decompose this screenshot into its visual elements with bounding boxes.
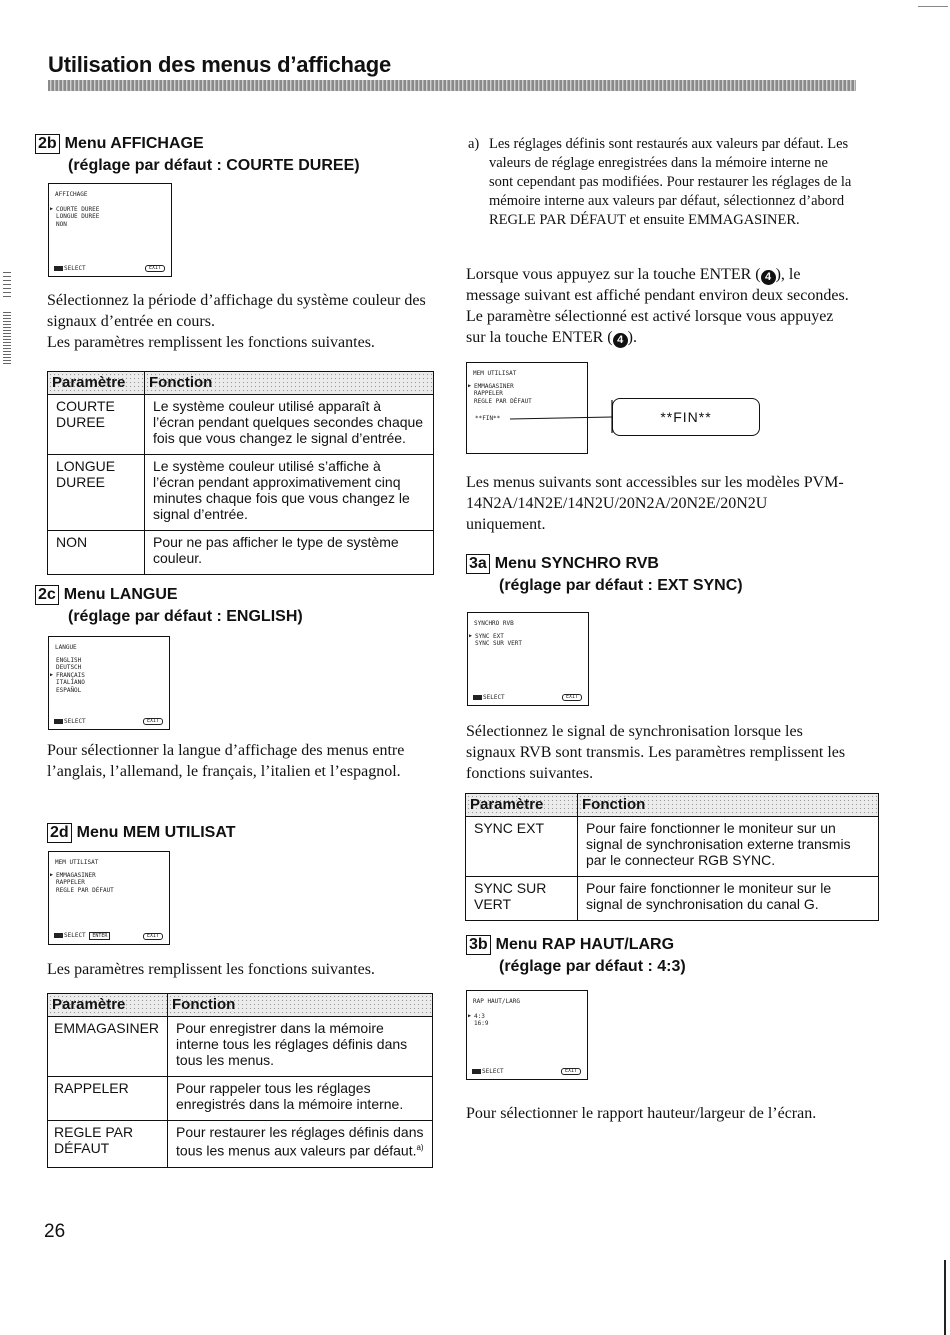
osd-item: ▶ EMMAGASINER bbox=[52, 872, 114, 879]
osd-item: REGLE PAR DÉFAUT bbox=[474, 397, 532, 405]
table-cell: Pour ne pas afficher le type de système couleur. bbox=[145, 531, 434, 575]
table-cell: COURTE DUREE bbox=[48, 395, 145, 455]
key-number: 4 bbox=[617, 334, 624, 346]
section-title: Menu RAP HAUT/LARG bbox=[495, 936, 675, 953]
section-badge: 2c bbox=[35, 585, 59, 605]
page-title: Utilisation des menus d’affichage bbox=[48, 52, 392, 77]
paragraph: Sélectionnez le signal de synchronisation lorsque les signaux RVB sont transmis. Les paramètres remplissent les fonctions suivantes. bbox=[466, 723, 846, 782]
osd-item: ▶ 4:3 bbox=[470, 1013, 488, 1020]
enter-paragraph bbox=[466, 264, 854, 348]
table-row bbox=[48, 531, 434, 575]
table-cell: SYNC SUR VERT bbox=[466, 877, 578, 921]
osd-affichage bbox=[48, 183, 172, 277]
osd-langue bbox=[48, 636, 170, 730]
table-header: Fonction bbox=[578, 794, 879, 817]
table-header: Paramètre bbox=[48, 372, 145, 395]
section-subtitle: (réglage par défaut : EXT SYNC) bbox=[499, 577, 743, 594]
table-cell: Pour enregistrer dans la mémoire interne tous les réglages définis dans tous les menus. bbox=[168, 1017, 433, 1077]
section-title: Menu MEM UTILISAT bbox=[76, 824, 236, 841]
select-key-icon bbox=[54, 719, 63, 724]
osd-item: LONGUE DUREE bbox=[56, 213, 100, 221]
osd-exit-label: EXIT bbox=[143, 718, 163, 725]
key-4-icon bbox=[761, 270, 776, 285]
table-cell: NON bbox=[48, 531, 145, 575]
section-subtitle: (réglage par défaut : 4:3) bbox=[499, 958, 686, 975]
osd-item: NON bbox=[56, 220, 67, 228]
footnote-text: Les réglages définis sont restaurés aux valeurs par défaut. Les valeurs de réglage enregistrées dans la mémoire interne ne sont cependant pas modifiées. Pour restaurer les réglages de la mémoire interne aux valeurs par défaut, sélectionnez d’abord REGLE PAR DÉFAUT et ensuite EMMAGASINER. bbox=[489, 136, 852, 228]
table-cell: EMMAGASINER bbox=[48, 1017, 168, 1077]
table-row bbox=[48, 395, 434, 455]
table-cell: Le système couleur utilisé s’affiche à l’écran pendant approximativement cinq minutes chaque fois que vous changez le signal d’entrée. bbox=[145, 455, 434, 531]
section-badge: 2b bbox=[35, 134, 60, 154]
osd-item: ▶ COURTE DUREE bbox=[52, 206, 99, 213]
section-title: Menu AFFICHAGE bbox=[64, 135, 204, 152]
paragraph: Les paramètres remplissent les fonctions suivantes. bbox=[47, 334, 375, 351]
footnote bbox=[468, 135, 852, 230]
fin-callout-box bbox=[612, 398, 760, 436]
osd-exit-label: EXIT bbox=[561, 1068, 581, 1075]
table-cell: Pour faire fonctionner le moniteur sur un signal de synchronisation externe transmis par le connecteur RGB SYNC. bbox=[578, 817, 879, 877]
section-2b-text bbox=[47, 290, 442, 353]
osd-enter-label: ENTER bbox=[89, 932, 110, 940]
osd-item: ITALIANO bbox=[56, 679, 85, 687]
table-row bbox=[466, 877, 879, 921]
osd-title: SYNCHRO RVB bbox=[474, 620, 514, 627]
paragraph: Les menus suivants sont accessibles sur les modèles PVM-14N2A/14N2E/14N2U/20N2A/20N2E/20N2U uniquement. bbox=[466, 474, 844, 533]
table-row bbox=[48, 1017, 433, 1077]
table-row bbox=[48, 1077, 433, 1121]
section-subtitle: (réglage par défaut : ENGLISH) bbox=[68, 608, 303, 625]
osd-select-label: SELECT bbox=[64, 264, 86, 272]
section-3b-heading bbox=[466, 934, 686, 978]
osd-item: ▶ EMMAGASINER bbox=[470, 383, 532, 390]
osd-item: ENGLISH bbox=[56, 657, 82, 664]
table-cell: Pour faire fonctionner le moniteur sur le signal de synchronisation du canal G. bbox=[578, 877, 879, 921]
table-cell: Pour rappeler tous les réglages enregistrés dans la mémoire interne. bbox=[168, 1077, 433, 1121]
osd-title: MEM UTILISAT bbox=[55, 859, 99, 866]
section-badge: 3a bbox=[466, 554, 490, 574]
osd-item: 16:9 bbox=[474, 1020, 489, 1028]
select-key-icon bbox=[54, 266, 63, 271]
section-badge: 2d bbox=[47, 823, 72, 843]
osd-item: ESPAÑOL bbox=[56, 686, 82, 694]
table-cell: LONGUE DUREE bbox=[48, 455, 145, 531]
osd-item: RAPPELER bbox=[56, 879, 85, 887]
table-header: Fonction bbox=[145, 372, 434, 395]
osd-item: DEUTSCH bbox=[56, 664, 82, 672]
osd-title: AFFICHAGE bbox=[55, 191, 88, 198]
table-synchro-rvb bbox=[465, 793, 879, 921]
osd-item: RAPPELER bbox=[474, 390, 503, 398]
paragraph: Les paramètres remplissent les fonctions suivantes. bbox=[47, 961, 375, 978]
section-2b-heading bbox=[35, 133, 360, 177]
footnote-mark: a) bbox=[416, 1143, 424, 1152]
osd-exit-label: EXIT bbox=[145, 265, 165, 272]
osd-exit-label: EXIT bbox=[562, 694, 582, 701]
scan-edge bbox=[944, 1260, 946, 1335]
margin-ticks bbox=[3, 272, 11, 297]
osd-item: ▶ SYNC EXT bbox=[471, 633, 522, 640]
section-title: Menu LANGUE bbox=[63, 586, 178, 603]
osd-title: LANGUE bbox=[55, 644, 77, 651]
section-title: Menu SYNCHRO RVB bbox=[494, 555, 659, 572]
fin-callout-text: **FIN** bbox=[660, 409, 712, 425]
table-row bbox=[48, 455, 434, 531]
osd-rap-haut-larg bbox=[466, 990, 588, 1080]
osd-mem-utilisat bbox=[48, 851, 170, 945]
osd-item: SYNC SUR VERT bbox=[475, 640, 522, 648]
select-key-icon bbox=[472, 1069, 481, 1074]
osd-select-label: SELECT bbox=[483, 693, 505, 701]
footnote-label: a) bbox=[468, 136, 480, 152]
section-2c-heading bbox=[35, 584, 303, 628]
paragraph: Pour sélectionner le rapport hauteur/largeur de l’écran. bbox=[466, 1105, 817, 1122]
key-number: 4 bbox=[765, 271, 772, 283]
table-header: Paramètre bbox=[48, 994, 168, 1017]
table-header: Paramètre bbox=[466, 794, 578, 817]
section-2d-heading bbox=[47, 822, 235, 844]
section-subtitle: (réglage par défaut : COURTE DUREE) bbox=[68, 157, 360, 174]
osd-item: REGLE PAR DÉFAUT bbox=[56, 886, 114, 894]
table-row bbox=[48, 1121, 433, 1168]
table-mem-utilisat bbox=[47, 993, 433, 1168]
osd-exit-label: EXIT bbox=[143, 933, 163, 940]
table-cell bbox=[168, 1121, 433, 1168]
table-affichage bbox=[47, 371, 434, 575]
osd-select-label: SELECT bbox=[64, 717, 86, 725]
header-rule bbox=[48, 80, 856, 91]
page-number: 26 bbox=[44, 1221, 66, 1242]
table-cell: SYNC EXT bbox=[466, 817, 578, 877]
table-cell: REGLE PAR DÉFAUT bbox=[48, 1121, 168, 1168]
margin-ticks bbox=[3, 312, 11, 364]
enter-text: ), le message suivant est affiché pendant environ deux secondes. Le paramètre sélectionné est activé lorsque vous appuyez sur la touche ENTER ( bbox=[466, 266, 849, 346]
osd-select-label: SELECT bbox=[482, 1067, 504, 1075]
osd-select-label: SELECT bbox=[64, 931, 86, 939]
table-header: Fonction bbox=[168, 994, 433, 1017]
osd-fin-small: **FIN** bbox=[475, 415, 501, 422]
select-key-icon bbox=[473, 695, 482, 700]
table-cell: Le système couleur utilisé apparaît à l’écran pendant quelques secondes chaque fois que vous changez le signal d’entrée. bbox=[145, 395, 434, 455]
paragraph: Sélectionnez la période d’affichage du système couleur des signaux d’entrée en cours. bbox=[47, 292, 426, 330]
osd-title: MEM UTILISAT bbox=[473, 370, 517, 377]
table-row bbox=[466, 817, 879, 877]
table-cell: RAPPELER bbox=[48, 1077, 168, 1121]
osd-item: ▶ FRANÇAIS bbox=[52, 672, 85, 679]
osd-synchro-rvb bbox=[467, 612, 589, 706]
enter-text: ). bbox=[627, 329, 637, 346]
section-badge: 3b bbox=[466, 935, 491, 955]
table-cell-text: Pour restaurer les réglages définis dans tous les menus aux valeurs par défaut. bbox=[176, 1124, 424, 1159]
key-4-icon bbox=[613, 333, 628, 348]
select-key-icon bbox=[54, 933, 63, 938]
enter-text: Lorsque vous appuyez sur la touche ENTER ( bbox=[466, 266, 761, 283]
paragraph: Pour sélectionner la langue d’affichage des menus entre l’anglais, l’allemand, le français, l’italien et l’espagnol. bbox=[47, 742, 405, 780]
osd-title: RAP HAUT/LARG bbox=[473, 998, 520, 1005]
section-3a-heading bbox=[466, 553, 743, 597]
scan-edge bbox=[918, 6, 948, 7]
